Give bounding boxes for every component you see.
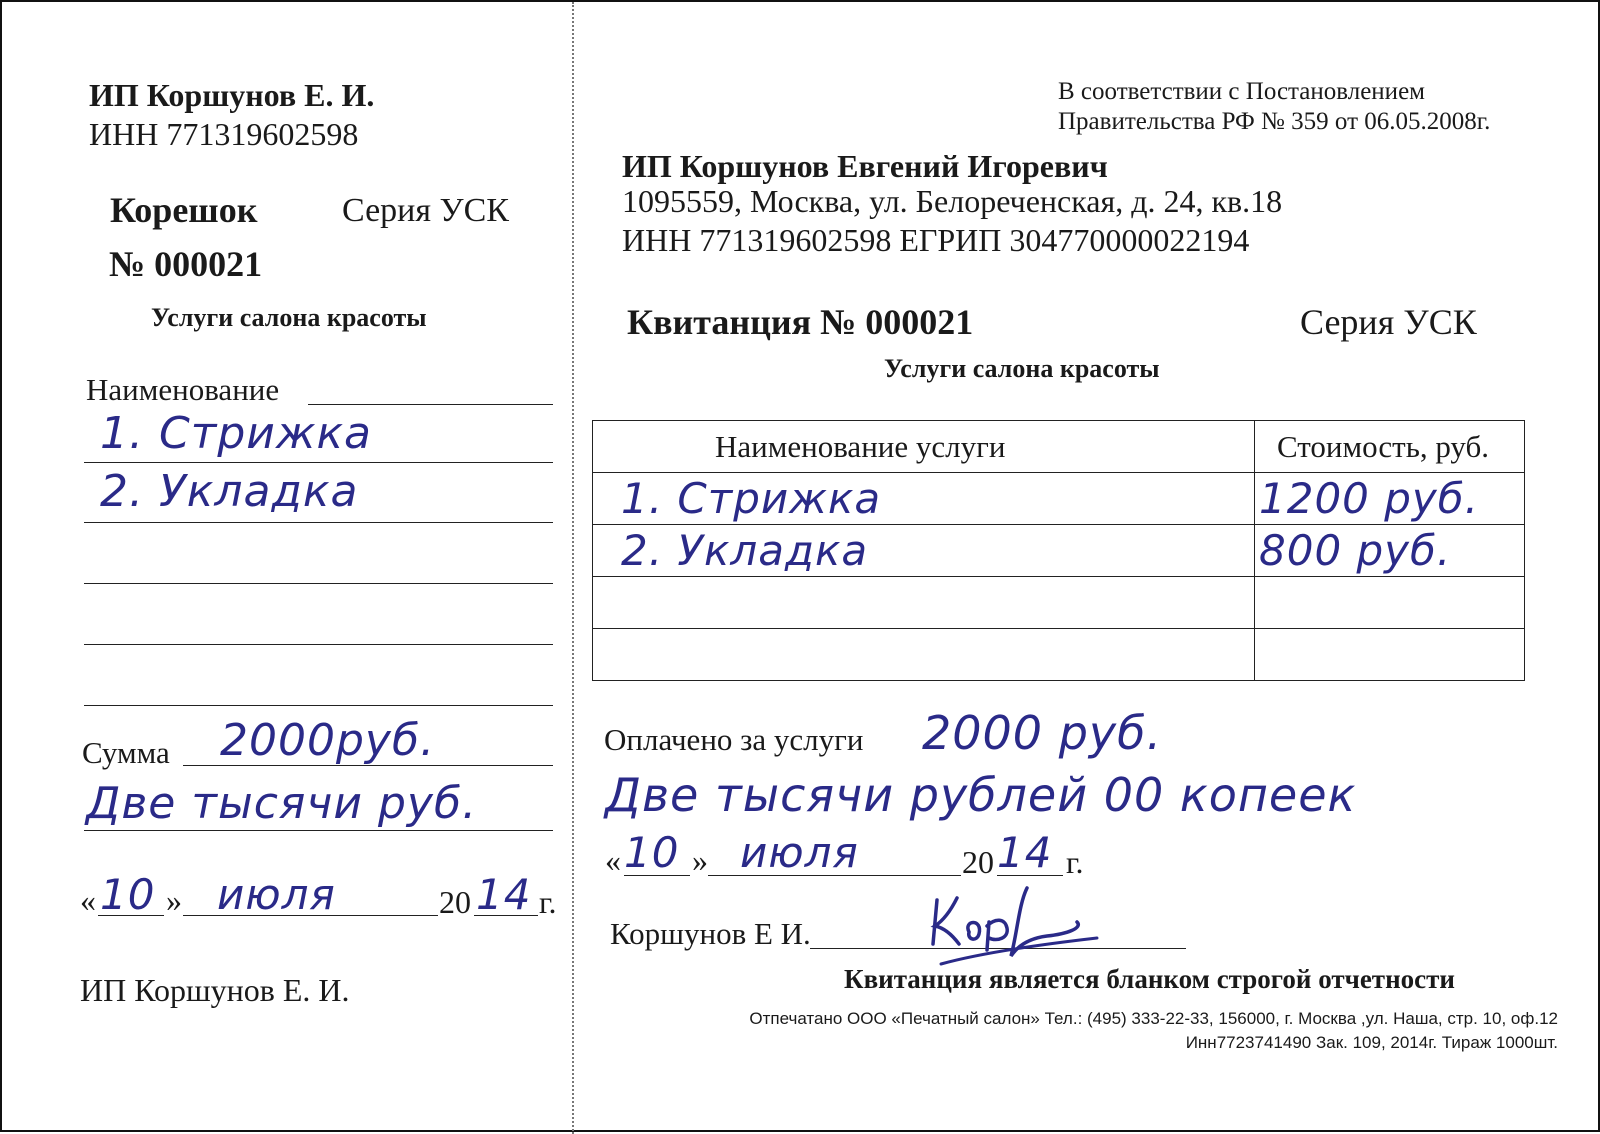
stub-sum-line — [183, 765, 553, 766]
receipt-company: ИП Коршунов Евгений Игоревич — [622, 148, 1108, 184]
stub-item-2: 2. Укладка — [100, 466, 359, 517]
receipt-service-type: Услуги салона красоты — [884, 354, 1160, 383]
receipt-date-open-quote: « — [605, 842, 621, 878]
stub-name-label: Наименование — [86, 372, 280, 407]
receipt-date-year: 14 — [997, 828, 1053, 877]
stub-service-type: Услуги салона красоты — [151, 303, 427, 332]
stub-day-line — [98, 915, 164, 916]
stub-date-year: 14 — [476, 870, 532, 919]
row-1-cost: 1200 руб. — [1259, 474, 1480, 523]
printed-by-line-2: Инн7723741490 Зак. 109, 2014г. Тираж 1000шт. — [1185, 1033, 1558, 1052]
table-cell — [593, 577, 1255, 629]
table-row — [593, 473, 1525, 525]
receipt-address: 1095559, Москва, ул. Белореченская, д. 24, кв.18 — [622, 183, 1283, 219]
stub-name-line — [308, 404, 553, 405]
receipt-series: Серия УСК — [1300, 302, 1477, 342]
printed-by-line-1: Отпечатано ООО «Печатный салон» Тел.: (495) 333-22-33, 156000, г. Москва ,ул. Наша, стр. 10, оф.12 — [749, 1009, 1558, 1028]
stub-sum-words: Две тысячи руб. — [86, 778, 478, 829]
stub-year-line — [474, 915, 538, 916]
row-1-service: 1. Стрижка — [621, 474, 882, 523]
receipt-day-line — [624, 875, 690, 876]
services-table — [592, 420, 1525, 681]
table-header-row — [593, 421, 1525, 473]
table-row — [593, 629, 1525, 681]
stub-company: ИП Коршунов Е. И. — [89, 77, 375, 113]
stub-date-suffix: г. — [539, 884, 557, 920]
regulation-line-2: Правительства РФ № 359 от 06.05.2008г. — [1058, 108, 1491, 135]
stub-date-month: июля — [217, 870, 336, 919]
receipt-date-year-prefix: 20 — [962, 844, 994, 880]
tear-line — [572, 2, 574, 1134]
receipt-year-line — [997, 875, 1063, 876]
signer-name: Коршунов Е И. — [610, 916, 811, 951]
stub-date-year-prefix: 20 — [439, 884, 471, 920]
stub-title: Корешок — [110, 190, 258, 230]
table-cell — [1255, 525, 1525, 577]
stub-sum-label: Сумма — [82, 735, 170, 770]
stub-sum-value: 2000руб. — [220, 715, 436, 766]
stub-line-2 — [84, 522, 553, 523]
stub-line-5 — [84, 705, 553, 706]
table-row — [593, 525, 1525, 577]
receipt-inn-egrip: ИНН 771319602598 ЕГРИП 304770000022194 — [622, 222, 1250, 258]
table-header-cell — [593, 421, 1255, 473]
stub-date-close-quote: » — [166, 882, 182, 918]
signature-mark — [927, 882, 1107, 972]
header-service-name: Наименование услуги — [715, 428, 1006, 464]
table-cell — [1255, 629, 1525, 681]
table-row — [593, 577, 1525, 629]
stub-series: Серия УСК — [342, 192, 509, 229]
stub-footer: ИП Коршунов Е. И. — [80, 972, 350, 1008]
receipt-date-month: июля — [740, 828, 859, 877]
stub-line-1 — [84, 462, 553, 463]
regulation-line-1: В соответствии с Постановлением — [1058, 78, 1425, 105]
table-cell — [593, 473, 1255, 525]
stub-inn: ИНН 771319602598 — [89, 116, 359, 152]
stub-words-line — [84, 830, 553, 831]
table-cell — [593, 629, 1255, 681]
stub-line-4 — [84, 644, 553, 645]
table-cell — [593, 525, 1255, 577]
receipt-date-close-quote: » — [692, 842, 708, 878]
receipt-date-suffix: г. — [1066, 844, 1084, 880]
receipt-month-line — [708, 875, 961, 876]
strict-report-note: Квитанция является бланком строгой отчетности — [844, 964, 1455, 994]
paid-label: Оплачено за услуги — [604, 722, 864, 757]
table-cell — [1255, 473, 1525, 525]
row-2-cost: 800 руб. — [1259, 526, 1452, 575]
stub-line-3 — [84, 583, 553, 584]
table-header-cell — [1255, 421, 1525, 473]
receipt-date-day: 10 — [624, 828, 680, 877]
stub-item-1: 1. Стрижка — [100, 408, 373, 459]
receipt-title: Квитанция № 000021 — [627, 302, 974, 342]
stub-date-day: 10 — [100, 870, 156, 919]
table-cell — [1255, 577, 1525, 629]
stub-month-line — [183, 915, 438, 916]
header-cost: Стоимость, руб. — [1277, 428, 1490, 464]
stub-date-open-quote: « — [80, 882, 96, 918]
stub-number: № 000021 — [109, 244, 263, 284]
paid-value: 2000 руб. — [922, 706, 1163, 760]
row-2-service: 2. Укладка — [621, 526, 869, 575]
paid-words: Две тысячи рублей 00 копеек — [605, 768, 1357, 822]
